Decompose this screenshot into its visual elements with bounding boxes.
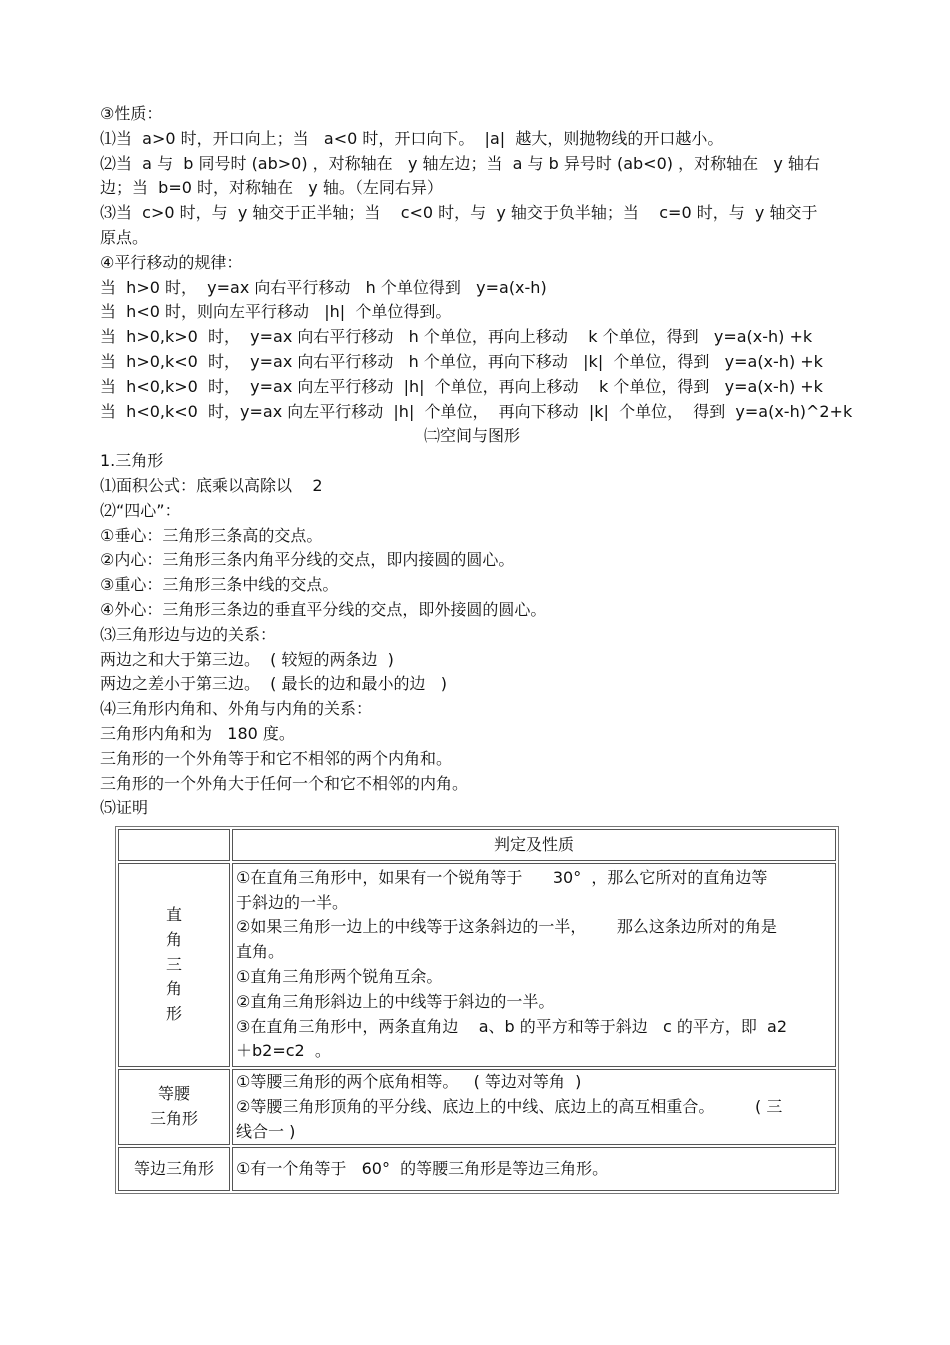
- cell-line: ③在直角三角形中，两条直角边 a、b 的平方和等于斜边 c 的平方，即 a2: [236, 1016, 788, 1036]
- text-line: 边；当 b=0 时，对称轴在 y 轴。（左同右异）: [100, 178, 443, 198]
- row-label-right-triangle: [118, 863, 230, 1067]
- text-line: ②内心：三角形三条内角平分线的交点，即内接圆的圆心。: [100, 550, 515, 570]
- text-line: 当 h>0 时， y=ax 向右平行移动 h 个单位得到 y=a(x-h): [100, 277, 547, 297]
- text-line: ⑵“四心”：: [100, 500, 181, 520]
- cell-line: ①有一个角等于 60° 的等腰三角形是等边三角形。: [236, 1158, 609, 1178]
- text-line: 三角形的一个外角大于任何一个和它不相邻的内角。: [100, 773, 469, 793]
- text-line: ④平行移动的规律：: [100, 252, 243, 272]
- cell-line: ②等腰三角形顶角的平分线、底边上的中线、底边上的高互相重合。 ( 三: [236, 1096, 783, 1116]
- row-label-equilateral: 等边三角形: [118, 1147, 230, 1191]
- text-line: ③重心：三角形三条中线的交点。: [100, 575, 339, 595]
- cell-line: ①等腰三角形的两个底角相等。 ( 等边对等角 ): [236, 1072, 582, 1091]
- row-label-text: 等腰: [157, 1084, 190, 1104]
- proof-table: [115, 826, 839, 1194]
- row-content: [232, 863, 836, 1067]
- text-line: 当 h>0,k<0 时， y=ax 向右平行移动 h 个单位，再向下移动 |k| 个单位，得到 y=a(x-h) +k: [100, 351, 823, 371]
- text-line: ⑴面积公式：底乘以高除以 2: [100, 475, 323, 495]
- text-line: ⑶三角形边与边的关系：: [100, 624, 277, 644]
- row-label-isosceles: [118, 1069, 230, 1145]
- table-header-right: 判定及性质: [232, 829, 836, 861]
- text-line: ⑷三角形内角和、外角与内角的关系：: [100, 699, 373, 719]
- text-line: ⑸证明: [100, 798, 149, 818]
- text-line: 两边之差小于第三边。 ( 最长的边和最小的边 ): [100, 674, 448, 694]
- cell-line: ＋b2=c2 。: [236, 1041, 331, 1061]
- table-row: [118, 1147, 836, 1191]
- text-line: ③性质：: [100, 104, 163, 123]
- text-line: 当 h<0,k<0 时，y=ax 向左平行移动 |h| 个单位， 再向下移动 |k| 个单位， 得到 y=a(x-h)^2+k: [100, 401, 853, 421]
- cell-line: 直角。: [236, 942, 285, 962]
- text-line: 当 h>0,k>0 时， y=ax 向右平行移动 h 个单位，再向上移动 k 个单位，得到 y=a(x-h) +k: [100, 327, 813, 347]
- text-line: 1.三角形: [100, 451, 164, 471]
- document-page: [100, 102, 853, 821]
- text-line: ④外心：三角形三条边的垂直平分线的交点，即外接圆的圆心。: [100, 599, 547, 619]
- cell-line: ②直角三角形斜边上的中线等于斜边的一半。: [236, 991, 555, 1011]
- row-content: [232, 1069, 836, 1145]
- cell-line: ①在直角三角形中，如果有一个锐角等于 30° ，那么它所对的直角边等: [236, 867, 768, 887]
- text-line: 当 h<0 时，则向左平行移动 |h| 个单位得到。: [100, 302, 452, 322]
- cell-line: ②如果三角形一边上的中线等于这条斜边的一半， 那么这条边所对的角是: [236, 917, 777, 937]
- table-row: [118, 1069, 836, 1145]
- cell-line: 于斜边的一半。: [236, 892, 349, 912]
- text-line: ⑴当 a>0 时，开口向上；当 a<0 时，开口向下。 |a| 越大，则抛物线的开口越小。: [100, 128, 724, 148]
- text-line: 当 h<0,k>0 时， y=ax 向左平行移动 |h| 个单位，再向上移动 k 个单位，得到 y=a(x-h) +k: [100, 376, 823, 396]
- cell-line: 线合一 ): [236, 1121, 296, 1141]
- text-line: 三角形的一个外角等于和它不相邻的两个内角和。: [100, 748, 453, 768]
- text-line: ⑵当 a 与 b 同号时 (ab>0) ，对称轴在 y 轴左边；当 a 与 b 异号时 (ab<0) ，对称轴在 y 轴右: [100, 153, 820, 173]
- text-line: ①垂心：三角形三条高的交点。: [100, 525, 323, 545]
- row-label-text: 三角形: [149, 1109, 198, 1129]
- text-line: 原点。: [100, 227, 149, 247]
- cell-line: ①直角三角形两个锐角互余。: [236, 967, 443, 986]
- table-row: [118, 863, 836, 1067]
- section-title: ㈡空间与图形: [423, 426, 520, 446]
- row-label-text: 直角三角形: [165, 905, 182, 1024]
- text-line: ⑶当 c>0 时，与 y 轴交于正半轴；当 c<0 时，与 y 轴交于负半轴；当 c=0 时，与 y 轴交于: [100, 203, 818, 223]
- table-header-row: [118, 829, 836, 861]
- text-line: 两边之和大于第三边。 ( 较短的两条边 ): [100, 649, 394, 669]
- row-content: [232, 1147, 836, 1191]
- text-line: 三角形内角和为 180 度。: [100, 723, 295, 743]
- table-header-left: [118, 829, 230, 861]
